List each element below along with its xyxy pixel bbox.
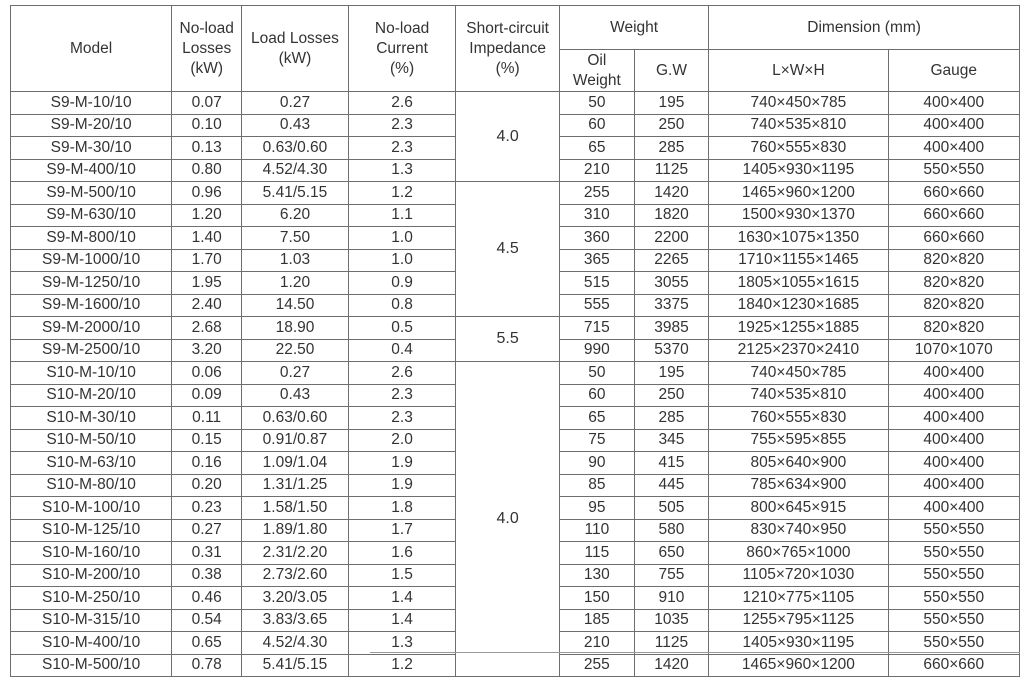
- header-line: No-load: [374, 19, 430, 37]
- header-gw: G.W: [634, 50, 709, 92]
- lwh-cell: 740×535×810: [709, 114, 888, 137]
- no-load-current-cell: 1.7: [348, 519, 455, 542]
- no-load-losses-cell: 0.78: [172, 654, 242, 677]
- header-line: Load Losses: [251, 29, 339, 47]
- no-load-current-cell: 1.6: [348, 542, 455, 565]
- model-cell: S9-M-400/10: [11, 159, 172, 182]
- lwh-cell: 1465×960×1200: [709, 182, 888, 205]
- header-line: No-load: [179, 19, 234, 37]
- model-cell: S9-M-500/10: [11, 182, 172, 205]
- model-cell: S9-M-1000/10: [11, 249, 172, 272]
- gauge-cell: 400×400: [888, 407, 1019, 430]
- gross-weight-cell: 2265: [634, 249, 709, 272]
- no-load-losses-cell: 1.95: [172, 272, 242, 295]
- gauge-cell: 550×550: [888, 587, 1019, 610]
- lwh-cell: 2125×2370×2410: [709, 339, 888, 362]
- gauge-cell: 400×400: [888, 452, 1019, 475]
- header-weight: Weight: [560, 6, 709, 50]
- model-cell: S9-M-2000/10: [11, 317, 172, 340]
- lwh-cell: 800×645×915: [709, 497, 888, 520]
- gross-weight-cell: 650: [634, 542, 709, 565]
- no-load-current-cell: 2.3: [348, 137, 455, 160]
- oil-weight-cell: 990: [560, 339, 635, 362]
- header-gauge: Gauge: [888, 50, 1019, 92]
- no-load-current-cell: 1.1: [348, 204, 455, 227]
- oil-weight-cell: 50: [560, 92, 635, 115]
- model-cell: S9-M-630/10: [11, 204, 172, 227]
- header-line: (%): [390, 59, 415, 77]
- model-cell: S9-M-2500/10: [11, 339, 172, 362]
- no-load-current-cell: 2.6: [348, 362, 455, 385]
- oil-weight-cell: 515: [560, 272, 635, 295]
- no-load-current-cell: 1.9: [348, 474, 455, 497]
- header-impedance: [456, 6, 560, 92]
- oil-weight-cell: 210: [560, 632, 635, 655]
- load-losses-cell: 0.27: [242, 92, 349, 115]
- gauge-cell: 400×400: [888, 114, 1019, 137]
- no-load-losses-cell: 0.80: [172, 159, 242, 182]
- transformer-spec-table: [10, 5, 1020, 677]
- gross-weight-cell: 3985: [634, 317, 709, 340]
- gross-weight-cell: 250: [634, 114, 709, 137]
- no-load-current-cell: 2.3: [348, 384, 455, 407]
- oil-weight-cell: 60: [560, 114, 635, 137]
- oil-weight-cell: 255: [560, 182, 635, 205]
- lwh-cell: 760×555×830: [709, 137, 888, 160]
- oil-weight-cell: 65: [560, 137, 635, 160]
- header-line: (%): [495, 59, 520, 77]
- no-load-losses-cell: 0.07: [172, 92, 242, 115]
- lwh-cell: 1710×1155×1465: [709, 249, 888, 272]
- header-line: Current: [376, 39, 428, 57]
- oil-weight-cell: 715: [560, 317, 635, 340]
- gauge-cell: 660×660: [888, 654, 1019, 677]
- load-losses-cell: 22.50: [242, 339, 349, 362]
- gauge-cell: 820×820: [888, 294, 1019, 317]
- header-line: (kW): [278, 49, 312, 67]
- gross-weight-cell: 1125: [634, 632, 709, 655]
- model-cell: S10-M-50/10: [11, 429, 172, 452]
- no-load-losses-cell: 0.54: [172, 609, 242, 632]
- load-losses-cell: 7.50: [242, 227, 349, 250]
- lwh-cell: 1805×1055×1615: [709, 272, 888, 295]
- load-losses-cell: 2.31/2.20: [242, 542, 349, 565]
- header-line: Short-circuit: [466, 19, 549, 37]
- gross-weight-cell: 195: [634, 362, 709, 385]
- gross-weight-cell: 505: [634, 497, 709, 520]
- oil-weight-cell: 95: [560, 497, 635, 520]
- model-cell: S9-M-20/10: [11, 114, 172, 137]
- lwh-cell: 740×450×785: [709, 92, 888, 115]
- no-load-current-cell: 1.5: [348, 564, 455, 587]
- model-cell: S10-M-200/10: [11, 564, 172, 587]
- gauge-cell: 660×660: [888, 204, 1019, 227]
- model-cell: S9-M-30/10: [11, 137, 172, 160]
- model-cell: S10-M-100/10: [11, 497, 172, 520]
- bottom-divider: [370, 652, 1020, 653]
- gauge-cell: 820×820: [888, 272, 1019, 295]
- load-losses-cell: 1.09/1.04: [242, 452, 349, 475]
- gauge-cell: 1070×1070: [888, 339, 1019, 362]
- load-losses-cell: 14.50: [242, 294, 349, 317]
- oil-weight-cell: 90: [560, 452, 635, 475]
- oil-weight-cell: 185: [560, 609, 635, 632]
- lwh-cell: 740×450×785: [709, 362, 888, 385]
- no-load-current-cell: 1.8: [348, 497, 455, 520]
- no-load-current-cell: 1.0: [348, 249, 455, 272]
- gauge-cell: 550×550: [888, 519, 1019, 542]
- model-cell: S9-M-10/10: [11, 92, 172, 115]
- model-cell: S9-M-1600/10: [11, 294, 172, 317]
- model-cell: S10-M-160/10: [11, 542, 172, 565]
- model-cell: S10-M-10/10: [11, 362, 172, 385]
- no-load-losses-cell: 0.23: [172, 497, 242, 520]
- no-load-current-cell: 2.3: [348, 407, 455, 430]
- oil-weight-cell: 110: [560, 519, 635, 542]
- no-load-current-cell: 0.5: [348, 317, 455, 340]
- header-line: Oil: [587, 51, 607, 69]
- no-load-current-cell: 0.4: [348, 339, 455, 362]
- lwh-cell: 740×535×810: [709, 384, 888, 407]
- table-row: [11, 92, 1020, 115]
- oil-weight-cell: 210: [560, 159, 635, 182]
- header-line: Losses: [182, 39, 232, 57]
- lwh-cell: 1255×795×1125: [709, 609, 888, 632]
- no-load-current-cell: 1.4: [348, 587, 455, 610]
- model-cell: S10-M-20/10: [11, 384, 172, 407]
- gross-weight-cell: 910: [634, 587, 709, 610]
- header-lwh: L×W×H: [709, 50, 888, 92]
- no-load-losses-cell: 0.11: [172, 407, 242, 430]
- no-load-losses-cell: 3.20: [172, 339, 242, 362]
- lwh-cell: 805×640×900: [709, 452, 888, 475]
- gauge-cell: 660×660: [888, 182, 1019, 205]
- no-load-losses-cell: 0.06: [172, 362, 242, 385]
- gross-weight-cell: 3055: [634, 272, 709, 295]
- no-load-current-cell: 1.3: [348, 159, 455, 182]
- no-load-current-cell: 1.9: [348, 452, 455, 475]
- lwh-cell: 1210×775×1105: [709, 587, 888, 610]
- impedance-cell: 4.0: [456, 362, 560, 677]
- load-losses-cell: 5.41/5.15: [242, 654, 349, 677]
- table-header: [11, 6, 1020, 92]
- gross-weight-cell: 250: [634, 384, 709, 407]
- gauge-cell: 400×400: [888, 362, 1019, 385]
- load-losses-cell: 2.73/2.60: [242, 564, 349, 587]
- gross-weight-cell: 345: [634, 429, 709, 452]
- load-losses-cell: 0.43: [242, 114, 349, 137]
- load-losses-cell: 1.20: [242, 272, 349, 295]
- no-load-losses-cell: 0.20: [172, 474, 242, 497]
- gross-weight-cell: 445: [634, 474, 709, 497]
- model-cell: S10-M-250/10: [11, 587, 172, 610]
- gauge-cell: 550×550: [888, 564, 1019, 587]
- gross-weight-cell: 1820: [634, 204, 709, 227]
- no-load-current-cell: 1.4: [348, 609, 455, 632]
- impedance-cell: 4.5: [456, 182, 560, 317]
- load-losses-cell: 3.20/3.05: [242, 587, 349, 610]
- model-cell: S10-M-125/10: [11, 519, 172, 542]
- load-losses-cell: 3.83/3.65: [242, 609, 349, 632]
- gross-weight-cell: 285: [634, 407, 709, 430]
- no-load-losses-cell: 1.70: [172, 249, 242, 272]
- gauge-cell: 820×820: [888, 249, 1019, 272]
- load-losses-cell: 0.63/0.60: [242, 137, 349, 160]
- header-oil-weight: [560, 50, 635, 92]
- gauge-cell: 550×550: [888, 542, 1019, 565]
- table-row: [11, 362, 1020, 385]
- oil-weight-cell: 255: [560, 654, 635, 677]
- oil-weight-cell: 360: [560, 227, 635, 250]
- header-line: Impedance: [469, 39, 546, 57]
- gauge-cell: 400×400: [888, 474, 1019, 497]
- gauge-cell: 400×400: [888, 429, 1019, 452]
- gauge-cell: 550×550: [888, 609, 1019, 632]
- lwh-cell: 760×555×830: [709, 407, 888, 430]
- load-losses-cell: 0.43: [242, 384, 349, 407]
- no-load-losses-cell: 0.15: [172, 429, 242, 452]
- header-no-load-current: [348, 6, 455, 92]
- table-row: [11, 317, 1020, 340]
- load-losses-cell: 1.89/1.80: [242, 519, 349, 542]
- no-load-losses-cell: 0.27: [172, 519, 242, 542]
- load-losses-cell: 1.31/1.25: [242, 474, 349, 497]
- header-model: Model: [11, 6, 172, 92]
- model-cell: S10-M-30/10: [11, 407, 172, 430]
- no-load-losses-cell: 0.46: [172, 587, 242, 610]
- load-losses-cell: 4.52/4.30: [242, 632, 349, 655]
- no-load-current-cell: 0.8: [348, 294, 455, 317]
- gauge-cell: 400×400: [888, 137, 1019, 160]
- lwh-cell: 830×740×950: [709, 519, 888, 542]
- no-load-losses-cell: 0.16: [172, 452, 242, 475]
- no-load-losses-cell: 0.38: [172, 564, 242, 587]
- gross-weight-cell: 5370: [634, 339, 709, 362]
- impedance-cell: 4.0: [456, 92, 560, 182]
- load-losses-cell: 5.41/5.15: [242, 182, 349, 205]
- no-load-current-cell: 1.3: [348, 632, 455, 655]
- no-load-current-cell: 2.3: [348, 114, 455, 137]
- oil-weight-cell: 50: [560, 362, 635, 385]
- lwh-cell: 860×765×1000: [709, 542, 888, 565]
- no-load-losses-cell: 0.31: [172, 542, 242, 565]
- oil-weight-cell: 310: [560, 204, 635, 227]
- no-load-current-cell: 1.2: [348, 182, 455, 205]
- no-load-losses-cell: 2.68: [172, 317, 242, 340]
- no-load-current-cell: 1.0: [348, 227, 455, 250]
- lwh-cell: 1405×930×1195: [709, 159, 888, 182]
- gross-weight-cell: 755: [634, 564, 709, 587]
- oil-weight-cell: 85: [560, 474, 635, 497]
- impedance-cell: 5.5: [456, 317, 560, 362]
- load-losses-cell: 0.27: [242, 362, 349, 385]
- header-load-losses: [242, 6, 349, 92]
- lwh-cell: 785×634×900: [709, 474, 888, 497]
- model-cell: S10-M-400/10: [11, 632, 172, 655]
- gross-weight-cell: 195: [634, 92, 709, 115]
- load-losses-cell: 6.20: [242, 204, 349, 227]
- header-dimension: Dimension (mm): [709, 6, 1020, 50]
- model-cell: S10-M-315/10: [11, 609, 172, 632]
- gross-weight-cell: 1125: [634, 159, 709, 182]
- no-load-losses-cell: 0.13: [172, 137, 242, 160]
- no-load-losses-cell: 1.40: [172, 227, 242, 250]
- gauge-cell: 400×400: [888, 497, 1019, 520]
- oil-weight-cell: 130: [560, 564, 635, 587]
- no-load-current-cell: 0.9: [348, 272, 455, 295]
- lwh-cell: 1500×930×1370: [709, 204, 888, 227]
- oil-weight-cell: 555: [560, 294, 635, 317]
- no-load-current-cell: 1.2: [348, 654, 455, 677]
- no-load-current-cell: 2.0: [348, 429, 455, 452]
- header-no-load-losses: [172, 6, 242, 92]
- lwh-cell: 755×595×855: [709, 429, 888, 452]
- table-body: [11, 92, 1020, 677]
- model-cell: S10-M-80/10: [11, 474, 172, 497]
- gauge-cell: 820×820: [888, 317, 1019, 340]
- no-load-current-cell: 2.6: [348, 92, 455, 115]
- gauge-cell: 550×550: [888, 159, 1019, 182]
- lwh-cell: 1405×930×1195: [709, 632, 888, 655]
- gauge-cell: 660×660: [888, 227, 1019, 250]
- oil-weight-cell: 60: [560, 384, 635, 407]
- load-losses-cell: 4.52/4.30: [242, 159, 349, 182]
- gauge-cell: 400×400: [888, 92, 1019, 115]
- model-cell: S9-M-800/10: [11, 227, 172, 250]
- gross-weight-cell: 2200: [634, 227, 709, 250]
- no-load-losses-cell: 0.65: [172, 632, 242, 655]
- lwh-cell: 1105×720×1030: [709, 564, 888, 587]
- table-row: [11, 182, 1020, 205]
- gauge-cell: 550×550: [888, 632, 1019, 655]
- gauge-cell: 400×400: [888, 384, 1019, 407]
- gross-weight-cell: 1420: [634, 182, 709, 205]
- lwh-cell: 1840×1230×1685: [709, 294, 888, 317]
- no-load-losses-cell: 0.09: [172, 384, 242, 407]
- model-cell: S10-M-63/10: [11, 452, 172, 475]
- load-losses-cell: 0.91/0.87: [242, 429, 349, 452]
- model-cell: S10-M-500/10: [11, 654, 172, 677]
- gross-weight-cell: 1420: [634, 654, 709, 677]
- gross-weight-cell: 285: [634, 137, 709, 160]
- no-load-losses-cell: 1.20: [172, 204, 242, 227]
- oil-weight-cell: 115: [560, 542, 635, 565]
- lwh-cell: 1630×1075×1350: [709, 227, 888, 250]
- gross-weight-cell: 3375: [634, 294, 709, 317]
- load-losses-cell: 1.58/1.50: [242, 497, 349, 520]
- oil-weight-cell: 75: [560, 429, 635, 452]
- load-losses-cell: 1.03: [242, 249, 349, 272]
- gross-weight-cell: 580: [634, 519, 709, 542]
- gross-weight-cell: 1035: [634, 609, 709, 632]
- no-load-losses-cell: 0.10: [172, 114, 242, 137]
- no-load-losses-cell: 2.40: [172, 294, 242, 317]
- lwh-cell: 1925×1255×1885: [709, 317, 888, 340]
- oil-weight-cell: 150: [560, 587, 635, 610]
- header-line: Weight: [572, 71, 621, 89]
- no-load-losses-cell: 0.96: [172, 182, 242, 205]
- load-losses-cell: 18.90: [242, 317, 349, 340]
- load-losses-cell: 0.63/0.60: [242, 407, 349, 430]
- oil-weight-cell: 65: [560, 407, 635, 430]
- lwh-cell: 1465×960×1200: [709, 654, 888, 677]
- gross-weight-cell: 415: [634, 452, 709, 475]
- model-cell: S9-M-1250/10: [11, 272, 172, 295]
- oil-weight-cell: 365: [560, 249, 635, 272]
- header-line: (kW): [190, 59, 224, 77]
